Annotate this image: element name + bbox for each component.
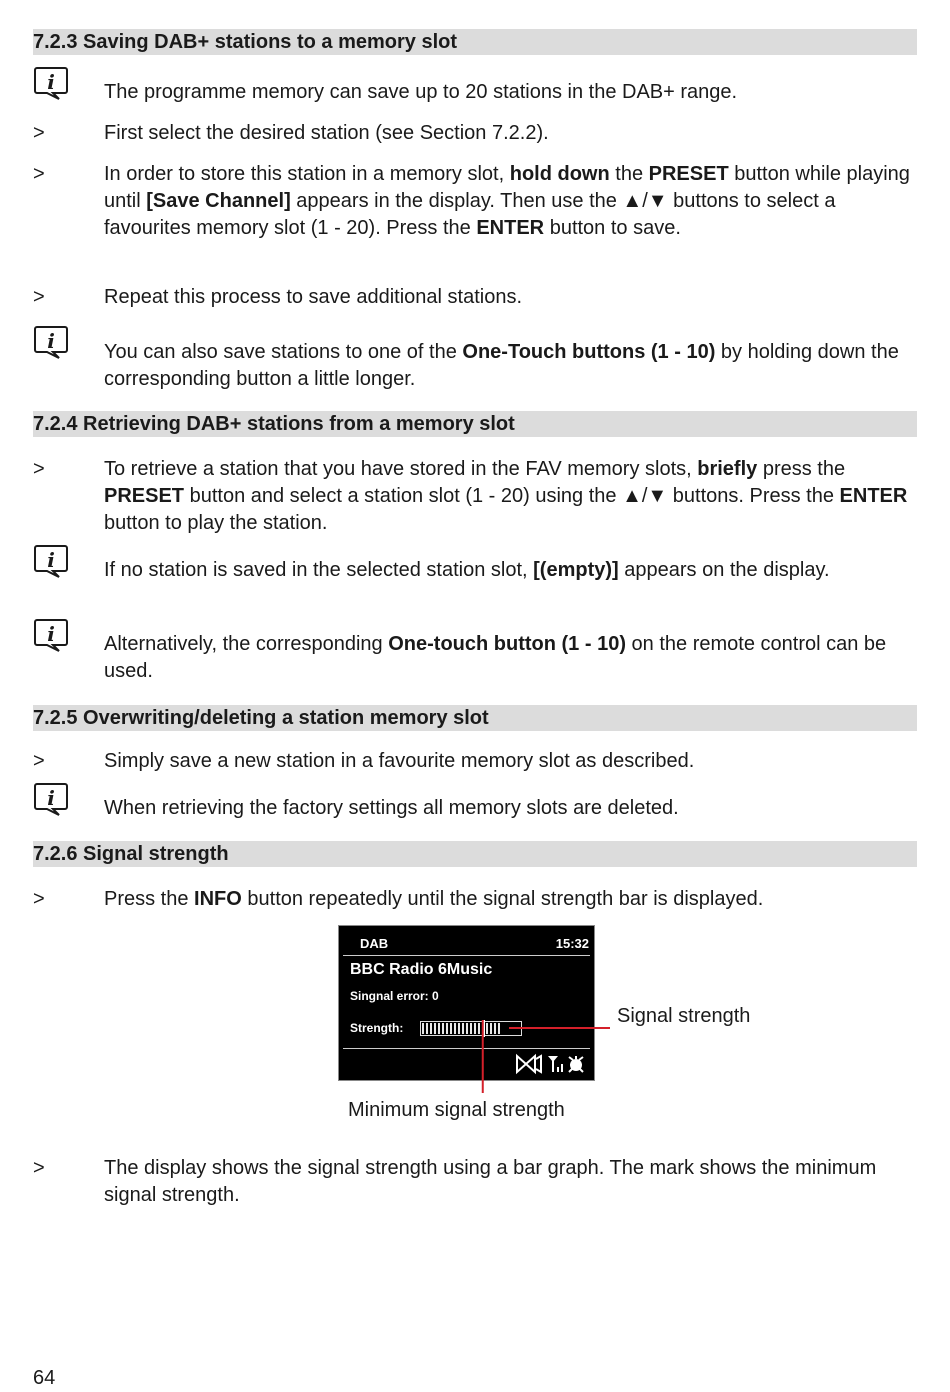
bullet-marker: >: [33, 888, 45, 910]
svg-text:i: i: [47, 786, 55, 810]
display-strength-label: Strength:: [350, 1021, 404, 1035]
paragraph-store-station: In order to store this station in a memory slot, hold down the PRESET button while playing until [Save Channel] appears in the display. Then use the ▲/▼ buttons to select a favourites memory slot (1 - 20). Press the ENTER button to save.: [104, 163, 910, 239]
callout-signal-strength: Signal strength: [617, 1005, 751, 1027]
svg-text:i: i: [47, 622, 55, 646]
display-station-name: BBC Radio 6Music: [350, 961, 493, 978]
paragraph-factory-reset: When retrieving the factory settings all memory slots are deleted.: [104, 797, 679, 819]
info-icon: [33, 65, 69, 101]
section-heading-7-2-6: 7.2.6 Signal strength: [33, 841, 917, 867]
stereo-icon: [517, 1056, 541, 1072]
section-heading-7-2-4: 7.2.4 Retrieving DAB+ stations from a memory slot: [33, 411, 917, 437]
paragraph-one-touch-save: You can also save stations to one of the One-Touch buttons (1 - 10) by holding down the corresponding button a little longer.: [104, 341, 899, 390]
radio-display: [338, 925, 595, 1081]
svg-text:i: i: [47, 70, 55, 94]
paragraph-remote-control: Alternatively, the corresponding One-touch button (1 - 10) on the remote control can be used.: [104, 633, 887, 682]
signal-strength-fill: [422, 1023, 502, 1034]
paragraph-bar-graph: The display shows the signal strength using a bar graph. The mark shows the minimum signal strength.: [104, 1157, 877, 1206]
paragraph-repeat-process: Repeat this process to save additional stations.: [104, 286, 523, 308]
paragraph-retrieve-station: To retrieve a station that you have stored in the FAV memory slots, briefly press the PRESET button and select a station slot (1 - 20) using the ▲/▼ buttons. Press the ENTER button to play the station.: [104, 458, 908, 534]
info-icon: [33, 781, 69, 817]
signal-antenna-icon: [548, 1056, 563, 1072]
display-time: 15:32: [555, 936, 589, 951]
callout-minimum-signal-strength: Minimum signal strength: [348, 1099, 565, 1121]
bullet-marker: >: [33, 750, 45, 772]
minimum-signal-mark: [483, 1020, 485, 1037]
signal-strength-bar: [420, 1021, 522, 1036]
info-icon: [33, 324, 69, 360]
bullet-marker: >: [33, 458, 45, 480]
svg-text:i: i: [47, 329, 55, 353]
display-divider: [343, 1048, 590, 1049]
display-signal-error: Singnal error: 0: [350, 989, 439, 1003]
svg-text:i: i: [47, 548, 55, 572]
info-icon: [33, 543, 69, 579]
bullet-marker: >: [33, 122, 45, 144]
display-mode: DAB: [360, 936, 389, 951]
paragraph-select-station: First select the desired station (see Section 7.2.2).: [104, 122, 549, 144]
info-icon: [33, 617, 69, 653]
paragraph-empty-slot: If no station is saved in the selected station slot, [(empty)] appears on the display.: [104, 559, 830, 581]
bullet-marker: >: [33, 1157, 45, 1179]
section-heading-7-2-5: 7.2.5 Overwriting/deleting a station memory slot: [33, 705, 917, 731]
bullet-marker: >: [33, 163, 45, 185]
display-divider: [343, 955, 590, 956]
paragraph-overwrite: Simply save a new station in a favourite memory slot as described.: [104, 750, 695, 772]
bullet-marker: >: [33, 286, 45, 308]
section-heading-7-2-3: 7.2.3 Saving DAB+ stations to a memory slot: [33, 29, 917, 55]
paragraph-memory-capacity: The programme memory can save up to 20 stations in the DAB+ range.: [104, 81, 738, 103]
page-number: 64: [33, 1367, 56, 1389]
alarm-icon: [569, 1056, 583, 1072]
status-icons: [515, 1053, 593, 1075]
paragraph-info-button: Press the INFO button repeatedly until the signal strength bar is displayed.: [104, 888, 764, 910]
